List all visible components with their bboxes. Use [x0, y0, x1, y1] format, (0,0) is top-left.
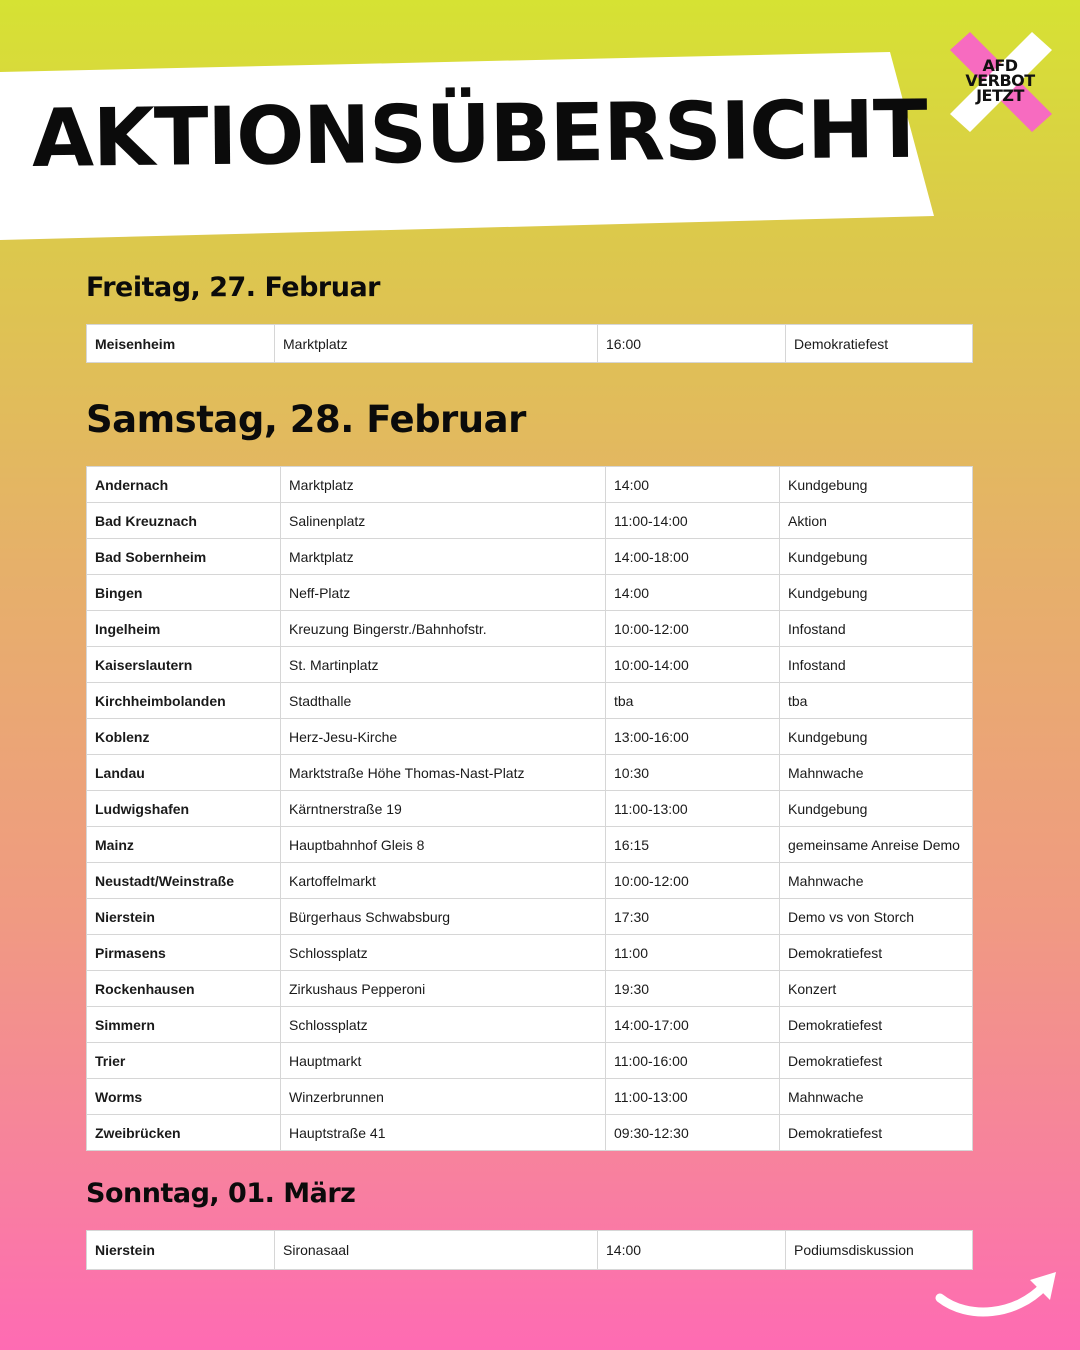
cell-time: 14:00: [606, 575, 780, 611]
cell-type: Mahnwache: [780, 755, 973, 791]
cell-city: Worms: [87, 1079, 281, 1115]
cell-type: Infostand: [780, 647, 973, 683]
cell-type: Kundgebung: [780, 791, 973, 827]
cell-time: 10:00-14:00: [606, 647, 780, 683]
cell-time: 11:00: [606, 935, 780, 971]
cell-time: 10:00-12:00: [606, 863, 780, 899]
table-row: [87, 755, 973, 791]
cell-city: Simmern: [87, 1007, 281, 1043]
cell-place: Hauptbahnhof Gleis 8: [281, 827, 606, 863]
table-row: [87, 575, 973, 611]
cell-type: Infostand: [780, 611, 973, 647]
cell-type: Podiumsdiskussion: [786, 1231, 973, 1270]
logo-text: [944, 58, 1056, 103]
table-row: [87, 1231, 973, 1270]
day-heading-saturday: Samstag, 28. Februar: [86, 398, 526, 441]
cell-time: 14:00-17:00: [606, 1007, 780, 1043]
cell-place: Marktstraße Höhe Thomas-Nast-Platz: [281, 755, 606, 791]
cell-time: 11:00-16:00: [606, 1043, 780, 1079]
logo-line-1: AFD: [982, 56, 1018, 75]
cell-city: Bad Sobernheim: [87, 539, 281, 575]
cell-time: 10:30: [606, 755, 780, 791]
cell-time: 14:00: [598, 1231, 786, 1270]
cell-type: Kundgebung: [780, 539, 973, 575]
cell-place: Winzerbrunnen: [281, 1079, 606, 1115]
cell-city: Landau: [87, 755, 281, 791]
events-table-saturday: [86, 466, 973, 1151]
table-row: [87, 647, 973, 683]
cell-type: Kundgebung: [780, 719, 973, 755]
events-table-sunday: [86, 1230, 973, 1270]
cell-city: Rockenhausen: [87, 971, 281, 1007]
cell-place: Herz-Jesu-Kirche: [281, 719, 606, 755]
table-row: [87, 683, 973, 719]
cell-time: tba: [606, 683, 780, 719]
cell-time: 13:00-16:00: [606, 719, 780, 755]
cell-place: Marktplatz: [281, 539, 606, 575]
cell-type: tba: [780, 683, 973, 719]
cell-type: Mahnwache: [780, 863, 973, 899]
cell-time: 11:00-14:00: [606, 503, 780, 539]
table-row: [87, 1115, 973, 1151]
cell-place: St. Martinplatz: [281, 647, 606, 683]
cell-time: 14:00-18:00: [606, 539, 780, 575]
cell-time: 17:30: [606, 899, 780, 935]
table-row: [87, 1007, 973, 1043]
cell-time: 11:00-13:00: [606, 791, 780, 827]
cell-place: Bürgerhaus Schwabsburg: [281, 899, 606, 935]
cell-city: Meisenheim: [87, 325, 275, 363]
table-row: [87, 611, 973, 647]
table-row: [87, 539, 973, 575]
cell-time: 09:30-12:30: [606, 1115, 780, 1151]
cell-type: gemeinsame Anreise Demo: [780, 827, 973, 863]
cell-city: Andernach: [87, 467, 281, 503]
page-title: AKTIONSÜBERSICHT: [31, 82, 928, 185]
cell-place: Kreuzung Bingerstr./Bahnhofstr.: [281, 611, 606, 647]
cell-city: Mainz: [87, 827, 281, 863]
table-row: [87, 325, 973, 363]
table-row: [87, 791, 973, 827]
cell-place: Neff-Platz: [281, 575, 606, 611]
cell-place: Hauptstraße 41: [281, 1115, 606, 1151]
cell-type: Konzert: [780, 971, 973, 1007]
cell-place: Zirkushaus Pepperoni: [281, 971, 606, 1007]
cell-city: Ludwigshafen: [87, 791, 281, 827]
logo-line-2: VERBOT: [965, 71, 1035, 90]
cell-place: Sironasaal: [275, 1231, 598, 1270]
cell-place: Salinenplatz: [281, 503, 606, 539]
cell-city: Bad Kreuznach: [87, 503, 281, 539]
cell-place: Marktplatz: [281, 467, 606, 503]
cell-city: Neustadt/Weinstraße: [87, 863, 281, 899]
table-row: [87, 719, 973, 755]
cell-time: 19:30: [606, 971, 780, 1007]
cell-city: Kirchheimbolanden: [87, 683, 281, 719]
afd-verbot-jetzt-logo-icon: [944, 28, 1056, 136]
day-heading-sunday: Sonntag, 01. März: [86, 1178, 356, 1209]
events-table-friday: [86, 324, 973, 363]
cell-city: Nierstein: [87, 1231, 275, 1270]
cell-time: 14:00: [606, 467, 780, 503]
title-banner: [0, 0, 1080, 260]
cell-place: Schlossplatz: [281, 935, 606, 971]
cell-type: Demokratiefest: [780, 1007, 973, 1043]
cell-type: Kundgebung: [780, 467, 973, 503]
table-row: [87, 935, 973, 971]
table-row: [87, 899, 973, 935]
cell-place: Stadthalle: [281, 683, 606, 719]
cell-city: Trier: [87, 1043, 281, 1079]
table-row: [87, 1043, 973, 1079]
day-heading-friday: Freitag, 27. Februar: [86, 272, 381, 303]
cell-city: Zweibrücken: [87, 1115, 281, 1151]
logo-line-3: JETZT: [976, 86, 1024, 105]
cell-type: Mahnwache: [780, 1079, 973, 1115]
cell-time: 16:15: [606, 827, 780, 863]
cell-time: 10:00-12:00: [606, 611, 780, 647]
cell-place: Kärntnerstraße 19: [281, 791, 606, 827]
table-row: [87, 863, 973, 899]
cell-city: Ingelheim: [87, 611, 281, 647]
table-row: [87, 971, 973, 1007]
cell-type: Aktion: [780, 503, 973, 539]
cell-city: Koblenz: [87, 719, 281, 755]
cell-type: Demokratiefest: [780, 1115, 973, 1151]
cell-place: Kartoffelmarkt: [281, 863, 606, 899]
cell-type: Demokratiefest: [786, 325, 973, 363]
cell-type: Demokratiefest: [780, 1043, 973, 1079]
cell-place: Schlossplatz: [281, 1007, 606, 1043]
cell-time: 16:00: [598, 325, 786, 363]
cell-time: 11:00-13:00: [606, 1079, 780, 1115]
table-row: [87, 1079, 973, 1115]
table-row: [87, 503, 973, 539]
cell-city: Kaiserslautern: [87, 647, 281, 683]
table-row: [87, 827, 973, 863]
cell-city: Pirmasens: [87, 935, 281, 971]
curved-arrow-right-icon[interactable]: [934, 1268, 1064, 1328]
cell-type: Demo vs von Storch: [780, 899, 973, 935]
table-row: [87, 467, 973, 503]
cell-type: Demokratiefest: [780, 935, 973, 971]
cell-place: Hauptmarkt: [281, 1043, 606, 1079]
cell-city: Bingen: [87, 575, 281, 611]
cell-type: Kundgebung: [780, 575, 973, 611]
cell-city: Nierstein: [87, 899, 281, 935]
cell-place: Marktplatz: [275, 325, 598, 363]
